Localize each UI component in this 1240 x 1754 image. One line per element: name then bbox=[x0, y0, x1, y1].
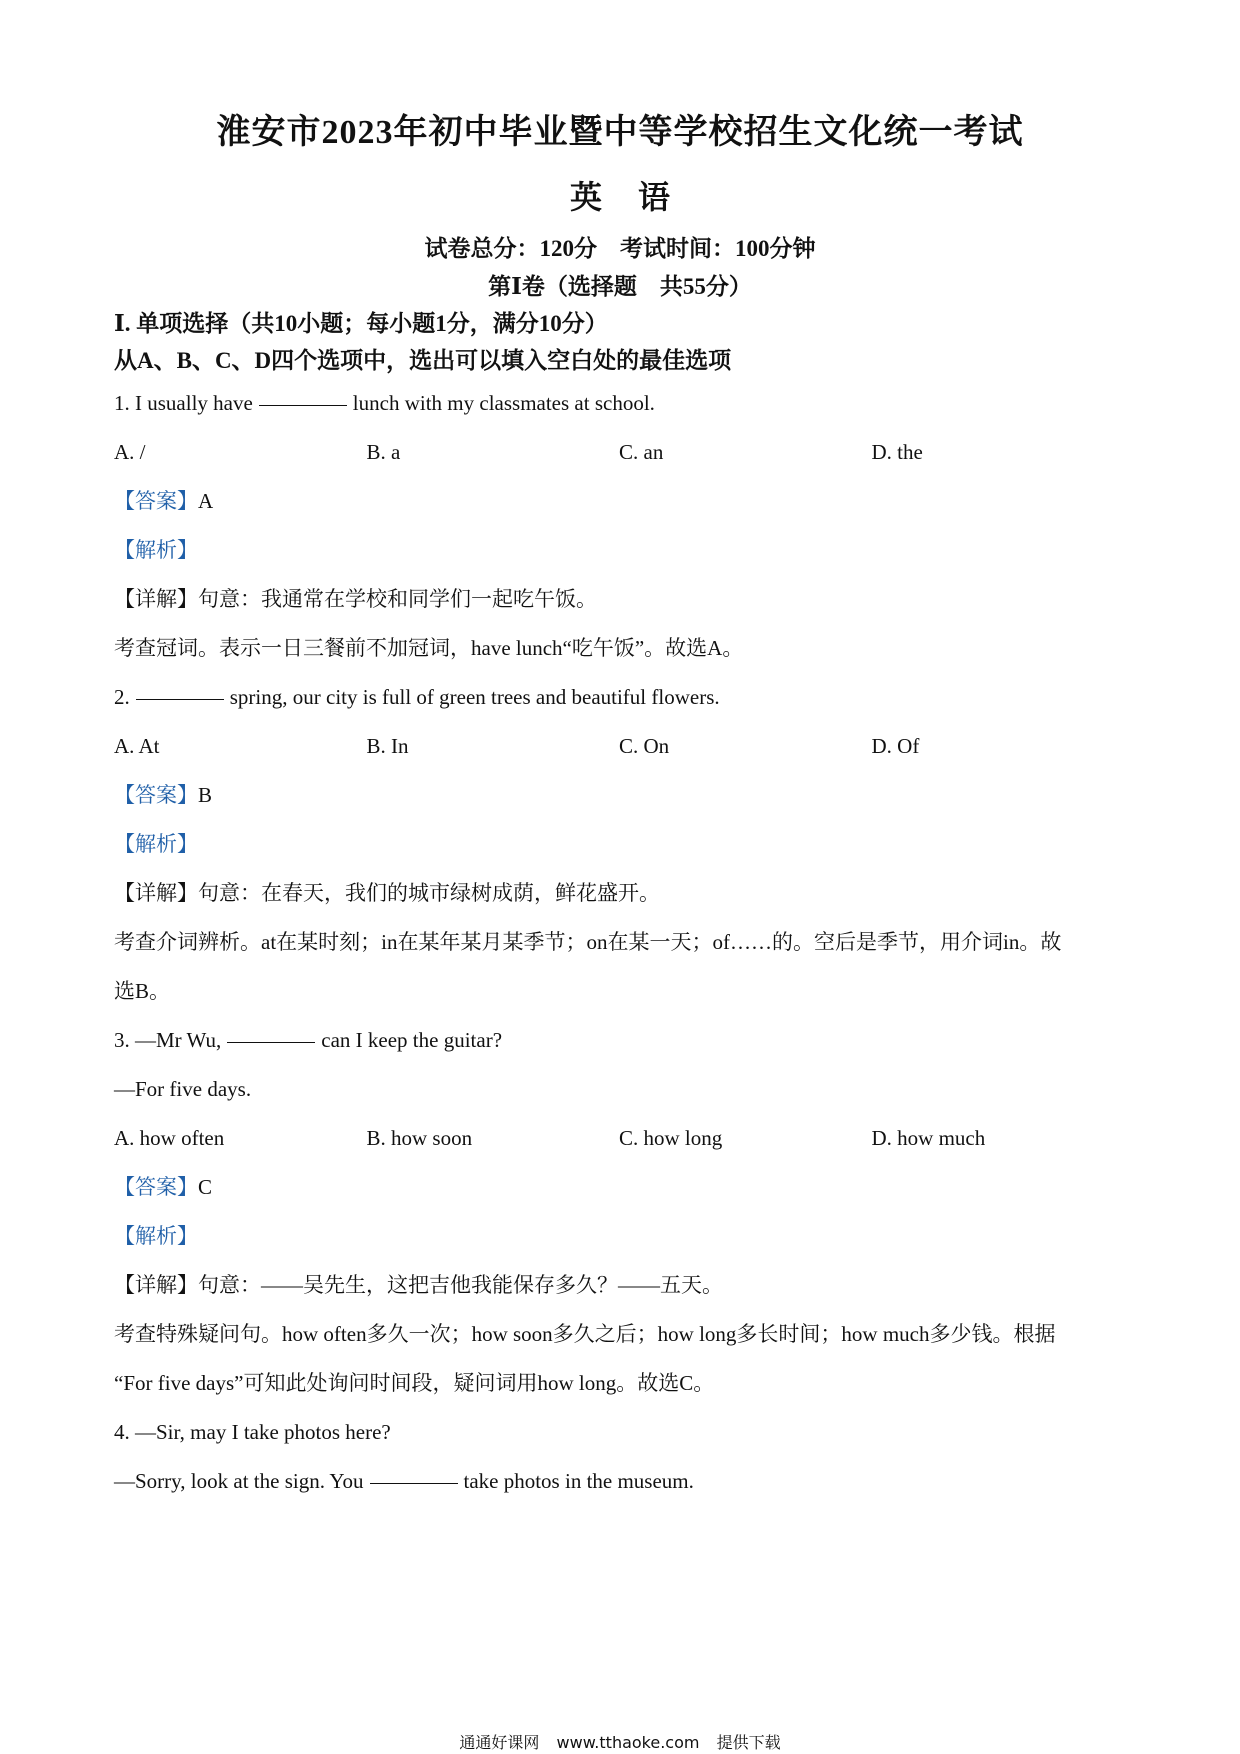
option-a: A. At bbox=[114, 734, 160, 758]
option-a: A. how often bbox=[114, 1126, 225, 1150]
detail-text: 句意：我通常在学校和同学们一起吃午饭。 bbox=[198, 587, 597, 611]
stem-before: 1. I usually have bbox=[114, 391, 253, 415]
stem-after: take photos in the museum. bbox=[463, 1469, 694, 1493]
answer-value: A bbox=[198, 489, 214, 513]
question-1-answer bbox=[114, 477, 1124, 526]
analysis-label: 【解析】 bbox=[114, 832, 198, 856]
answer-value: B bbox=[198, 783, 213, 807]
answer-blank bbox=[227, 1041, 315, 1043]
answer-value: C bbox=[198, 1175, 213, 1199]
exam-content bbox=[114, 305, 1124, 1506]
question-2-explanation-line-1: 考查介词辨析。at在某时刻；in在某年某月某季节；on在某一天；of……的。空后是季节，用介词in。故 bbox=[114, 930, 1062, 954]
detail-text: 句意：在春天，我们的城市绿树成荫，鲜花盛开。 bbox=[198, 881, 660, 905]
exam-title: 淮安市2023年初中毕业暨中等学校招生文化统一考试 bbox=[216, 114, 1024, 151]
option-c: C. On bbox=[619, 734, 670, 758]
question-3-answer bbox=[114, 1163, 1124, 1212]
answer-label: 【答案】 bbox=[114, 489, 198, 513]
question-4-stem-line-2 bbox=[114, 1457, 1124, 1506]
question-1-detail bbox=[114, 575, 1124, 624]
stem-after: can I keep the guitar? bbox=[321, 1028, 503, 1052]
question-2-explanation-line-2: 选B。 bbox=[114, 979, 171, 1003]
question-1-stem bbox=[114, 379, 1124, 428]
option-c: C. an bbox=[619, 440, 664, 464]
question-2-answer bbox=[114, 771, 1124, 820]
detail-text: 句意：——吴先生，这把吉他我能保存多久？——五天。 bbox=[198, 1273, 723, 1297]
option-b: B. how soon bbox=[366, 1126, 473, 1150]
footer-site-name: 通通好课网 bbox=[459, 1733, 540, 1752]
question-3-options bbox=[114, 1114, 1124, 1163]
answer-label: 【答案】 bbox=[114, 783, 198, 807]
analysis-label: 【解析】 bbox=[114, 538, 198, 562]
stem-before: 2. bbox=[114, 685, 130, 709]
question-1-explanation: 考查冠词。表示一日三餐前不加冠词，have lunch“吃午饭”。故选A。 bbox=[114, 636, 744, 660]
section-instruction: 从A、B、C、D四个选项中，选出可以填入空白处的最佳选项 bbox=[114, 348, 732, 373]
detail-label: 【详解】 bbox=[114, 881, 198, 905]
page-footer bbox=[0, 1730, 1240, 1753]
detail-label: 【详解】 bbox=[114, 1273, 198, 1297]
stem-after: lunch with my classmates at school. bbox=[352, 391, 655, 415]
footer-suffix: 提供下载 bbox=[716, 1733, 781, 1752]
stem-after: spring, our city is full of green trees and beautiful flowers. bbox=[229, 685, 720, 709]
option-d: D. how much bbox=[871, 1126, 986, 1150]
question-3-detail bbox=[114, 1261, 1124, 1310]
footer-url[interactable]: www.tthaoke.com bbox=[556, 1733, 700, 1752]
question-3-reply: —For five days. bbox=[114, 1077, 252, 1101]
option-b: B. In bbox=[366, 734, 409, 758]
question-2-analysis bbox=[114, 820, 1124, 869]
answer-blank bbox=[136, 698, 224, 700]
answer-blank bbox=[370, 1482, 458, 1484]
question-3-stem bbox=[114, 1016, 1124, 1065]
option-d: D. Of bbox=[871, 734, 920, 758]
analysis-label: 【解析】 bbox=[114, 1224, 198, 1248]
answer-blank bbox=[259, 404, 347, 406]
subject-title: 英 语 bbox=[569, 179, 684, 215]
stem-before: —Sorry, look at the sign. You bbox=[114, 1469, 364, 1493]
option-d: D. the bbox=[871, 440, 923, 464]
exam-meta: 试卷总分：120分 考试时间：100分钟 bbox=[424, 236, 816, 261]
question-2-options bbox=[114, 722, 1124, 771]
question-1-analysis bbox=[114, 526, 1124, 575]
option-b: B. a bbox=[366, 440, 401, 464]
question-4-stem-line-1: 4. —Sir, may I take photos here? bbox=[114, 1420, 391, 1444]
stem-before: 3. —Mr Wu, bbox=[114, 1028, 222, 1052]
answer-label: 【答案】 bbox=[114, 1175, 198, 1199]
question-2-detail bbox=[114, 869, 1124, 918]
question-3-explanation-line-2: “For five days”可知此处询问时间段，疑问词用how long。故选C。 bbox=[114, 1371, 715, 1395]
detail-label: 【详解】 bbox=[114, 587, 198, 611]
option-c: C. how long bbox=[619, 1126, 723, 1150]
question-1-options bbox=[114, 428, 1124, 477]
section-heading: Ⅰ. 单项选择（共10小题；每小题1分，满分10分） bbox=[114, 311, 608, 336]
question-2-stem bbox=[114, 673, 1124, 722]
question-3-explanation-line-1: 考查特殊疑问句。how often多久一次；how soon多久之后；how long多长时间；how much多少钱。根据 bbox=[114, 1322, 1056, 1346]
option-a: A. / bbox=[114, 440, 146, 464]
question-3-analysis bbox=[114, 1212, 1124, 1261]
part-title: 第Ⅰ卷（选择题 共55分） bbox=[488, 274, 752, 299]
